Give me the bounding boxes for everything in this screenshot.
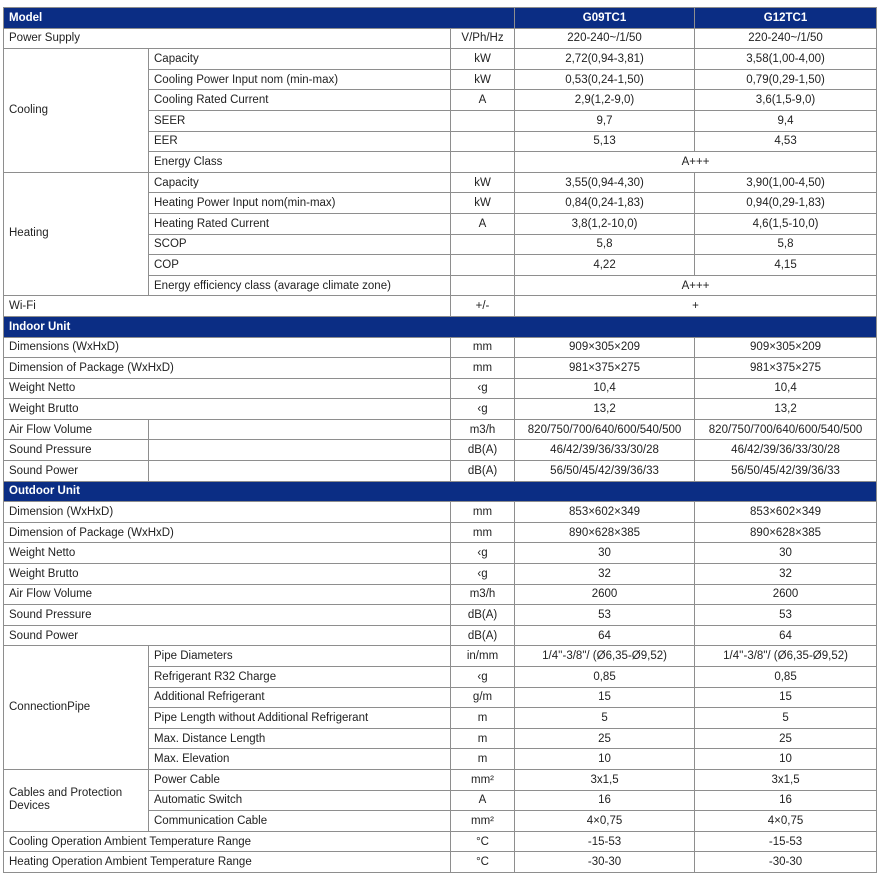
value-cell: 10	[515, 749, 695, 770]
value-cell: 9,7	[515, 110, 695, 131]
value-cell: 3,6(1,5-9,0)	[695, 90, 877, 111]
value-cell: 4,6(1,5-10,0)	[695, 213, 877, 234]
row-label: Dimensions (WxHxD)	[4, 337, 451, 358]
value-cell: 5,8	[515, 234, 695, 255]
row-label: Refrigerant R32 Charge	[149, 667, 451, 688]
model-header-row	[4, 8, 877, 29]
unit-cell: ‹g	[451, 543, 515, 564]
value-cell: 0,84(0,24-1,83)	[515, 193, 695, 214]
row-label: Max. Distance Length	[149, 728, 451, 749]
value-cell: 2,9(1,2-9,0)	[515, 90, 695, 111]
unit-cell: kW	[451, 49, 515, 70]
value-cell: 9,4	[695, 110, 877, 131]
value-cell: 1/4''-3/8"/ (Ø6,35-Ø9,52)	[515, 646, 695, 667]
empty-cell	[149, 440, 451, 461]
section-header: Outdoor Unit	[4, 481, 877, 502]
value-cell: 56/50/45/42/39/36/33	[695, 461, 877, 482]
row-outdoor-weight-brutto	[4, 564, 877, 585]
value-cell: 890×628×385	[515, 522, 695, 543]
row-label: Air Flow Volume	[4, 584, 451, 605]
unit-cell: dB(A)	[451, 605, 515, 626]
row-label: Pipe Length without Additional Refrigerant	[149, 708, 451, 729]
value-cell: 5,8	[695, 234, 877, 255]
row-label: Power Supply	[4, 28, 451, 49]
value-cell-merged: A+++	[515, 275, 877, 296]
row-power-cable	[4, 769, 877, 790]
model-header-label: Model	[4, 8, 515, 29]
row-indoor-sound-power	[4, 461, 877, 482]
value-cell: -15-53	[515, 831, 695, 852]
value-cell: 220-240~/1/50	[695, 28, 877, 49]
unit-cell: ‹g	[451, 667, 515, 688]
value-cell: 53	[515, 605, 695, 626]
row-outdoor-sound-power	[4, 625, 877, 646]
value-cell: 25	[695, 728, 877, 749]
value-cell: 32	[695, 564, 877, 585]
row-label: Pipe Diameters	[149, 646, 451, 667]
value-cell: 13,2	[515, 399, 695, 420]
value-cell: 0,85	[515, 667, 695, 688]
row-label: Energy Class	[149, 152, 451, 173]
row-label: Additional Refrigerant	[149, 687, 451, 708]
value-cell: 46/42/39/36/33/30/28	[515, 440, 695, 461]
group-label: ConnectionPipe	[4, 646, 149, 770]
unit-cell: ‹g	[451, 564, 515, 585]
row-label: Communication Cable	[149, 811, 451, 832]
value-cell: 0,85	[695, 667, 877, 688]
unit-cell: A	[451, 790, 515, 811]
unit-cell	[451, 110, 515, 131]
row-label: Cooling Power Input nom (min-max)	[149, 69, 451, 90]
row-label: Wi-Fi	[4, 296, 451, 317]
row-indoor-dimensions	[4, 337, 877, 358]
unit-cell: m3/h	[451, 419, 515, 440]
unit-cell	[451, 234, 515, 255]
unit-cell: dB(A)	[451, 440, 515, 461]
value-cell: 3,55(0,94-4,30)	[515, 172, 695, 193]
value-cell: 4×0,75	[515, 811, 695, 832]
value-cell: 220-240~/1/50	[515, 28, 695, 49]
empty-cell	[149, 461, 451, 482]
value-cell: 53	[695, 605, 877, 626]
value-cell: 30	[515, 543, 695, 564]
value-cell: 3,58(1,00-4,00)	[695, 49, 877, 70]
row-label: Cooling Operation Ambient Temperature Range	[4, 831, 451, 852]
value-cell: 909×305×209	[695, 337, 877, 358]
unit-cell: m3/h	[451, 584, 515, 605]
value-cell: 15	[515, 687, 695, 708]
row-label: Weight Brutto	[4, 399, 451, 420]
row-outdoor-sound-pressure	[4, 605, 877, 626]
value-cell: 10	[695, 749, 877, 770]
value-cell: 0,79(0,29-1,50)	[695, 69, 877, 90]
group-label: Heating	[4, 172, 149, 296]
value-cell: -30-30	[515, 852, 695, 873]
row-indoor-weight-netto	[4, 378, 877, 399]
row-label: Sound Pressure	[4, 440, 149, 461]
row-heating-capacity	[4, 172, 877, 193]
row-label: Heating Operation Ambient Temperature Range	[4, 852, 451, 873]
unit-cell: ‹g	[451, 399, 515, 420]
row-label: Heating Rated Current	[149, 213, 451, 234]
row-label: Weight Netto	[4, 543, 451, 564]
value-cell: 56/50/45/42/39/36/33	[515, 461, 695, 482]
unit-cell: °C	[451, 831, 515, 852]
row-cooling-capacity	[4, 49, 877, 70]
value-cell: 5,13	[515, 131, 695, 152]
row-cooling-ambient-range	[4, 831, 877, 852]
value-cell: 3,90(1,00-4,50)	[695, 172, 877, 193]
value-cell: 981×375×275	[515, 358, 695, 379]
value-cell: 46/42/39/36/33/30/28	[695, 440, 877, 461]
row-label: Dimension of Package (WxHxD)	[4, 522, 451, 543]
value-cell: 853×602×349	[695, 502, 877, 523]
value-cell: 5	[695, 708, 877, 729]
value-cell: 1/4''-3/8"/ (Ø6,35-Ø9,52)	[695, 646, 877, 667]
unit-cell: m	[451, 708, 515, 729]
unit-cell: dB(A)	[451, 625, 515, 646]
unit-cell: A	[451, 90, 515, 111]
row-label: Power Cable	[149, 769, 451, 790]
section-indoor-unit	[4, 316, 877, 337]
unit-cell	[451, 275, 515, 296]
row-label: Dimension (WxHxD)	[4, 502, 451, 523]
row-outdoor-air-flow	[4, 584, 877, 605]
value-cell: 890×628×385	[695, 522, 877, 543]
section-header: Indoor Unit	[4, 316, 877, 337]
value-cell: 4×0,75	[695, 811, 877, 832]
row-label: EER	[149, 131, 451, 152]
row-label: Sound Power	[4, 625, 451, 646]
value-cell: 13,2	[695, 399, 877, 420]
value-cell: 4,53	[695, 131, 877, 152]
unit-cell: in/mm	[451, 646, 515, 667]
unit-cell	[451, 255, 515, 276]
value-cell: 4,22	[515, 255, 695, 276]
unit-cell: mm	[451, 502, 515, 523]
value-cell: 10,4	[695, 378, 877, 399]
row-label: Energy efficiency class (avarage climate zone)	[149, 275, 451, 296]
unit-cell: mm²	[451, 769, 515, 790]
row-label: COP	[149, 255, 451, 276]
row-label: SEER	[149, 110, 451, 131]
section-outdoor-unit	[4, 481, 877, 502]
group-label: Cables and Protection Devices	[4, 769, 149, 831]
row-outdoor-weight-netto	[4, 543, 877, 564]
value-cell: 16	[515, 790, 695, 811]
row-heating-ambient-range	[4, 852, 877, 873]
unit-cell: mm²	[451, 811, 515, 832]
row-indoor-package-dimensions	[4, 358, 877, 379]
model-column-header: G09TC1	[515, 8, 695, 29]
unit-cell: m	[451, 728, 515, 749]
row-label: Capacity	[149, 172, 451, 193]
value-cell: 2600	[695, 584, 877, 605]
row-label: Sound Power	[4, 461, 149, 482]
value-cell: 15	[695, 687, 877, 708]
value-cell: 10,4	[515, 378, 695, 399]
unit-cell: V/Ph/Hz	[451, 28, 515, 49]
value-cell: 3x1,5	[515, 769, 695, 790]
unit-cell: kW	[451, 69, 515, 90]
group-label: Cooling	[4, 49, 149, 173]
row-label: Cooling Rated Current	[149, 90, 451, 111]
unit-cell: +/-	[451, 296, 515, 317]
value-cell: 5	[515, 708, 695, 729]
unit-cell: mm	[451, 337, 515, 358]
unit-cell: mm	[451, 358, 515, 379]
unit-cell: g/m	[451, 687, 515, 708]
value-cell: 2,72(0,94-3,81)	[515, 49, 695, 70]
value-cell-merged: +	[515, 296, 877, 317]
row-label: Automatic Switch	[149, 790, 451, 811]
value-cell: 3,8(1,2-10,0)	[515, 213, 695, 234]
row-outdoor-dimension	[4, 502, 877, 523]
unit-cell: m	[451, 749, 515, 770]
value-cell: 820/750/700/640/600/540/500	[515, 419, 695, 440]
row-label: Air Flow Volume	[4, 419, 149, 440]
row-pipe-diameters	[4, 646, 877, 667]
row-label: Max. Elevation	[149, 749, 451, 770]
unit-cell	[451, 131, 515, 152]
value-cell: 820/750/700/640/600/540/500	[695, 419, 877, 440]
value-cell: -15-53	[695, 831, 877, 852]
value-cell: 909×305×209	[515, 337, 695, 358]
unit-cell: A	[451, 213, 515, 234]
row-label: Sound Pressure	[4, 605, 451, 626]
row-label: SCOP	[149, 234, 451, 255]
row-label: Dimension of Package (WxHxD)	[4, 358, 451, 379]
unit-cell: kW	[451, 172, 515, 193]
value-cell: 2600	[515, 584, 695, 605]
value-cell: 64	[515, 625, 695, 646]
row-label: Capacity	[149, 49, 451, 70]
unit-cell: °C	[451, 852, 515, 873]
value-cell: 16	[695, 790, 877, 811]
value-cell: 64	[695, 625, 877, 646]
value-cell: 32	[515, 564, 695, 585]
value-cell: 3x1,5	[695, 769, 877, 790]
value-cell: 4,15	[695, 255, 877, 276]
unit-cell: dB(A)	[451, 461, 515, 482]
row-outdoor-package-dimension	[4, 522, 877, 543]
row-power-supply	[4, 28, 877, 49]
empty-cell	[149, 419, 451, 440]
spec-table	[3, 7, 877, 873]
row-indoor-air-flow	[4, 419, 877, 440]
value-cell: 0,53(0,24-1,50)	[515, 69, 695, 90]
value-cell: 0,94(0,29-1,83)	[695, 193, 877, 214]
value-cell-merged: A+++	[515, 152, 877, 173]
value-cell: 853×602×349	[515, 502, 695, 523]
row-label: Heating Power Input nom(min-max)	[149, 193, 451, 214]
unit-cell: kW	[451, 193, 515, 214]
row-label: Weight Netto	[4, 378, 451, 399]
row-indoor-weight-brutto	[4, 399, 877, 420]
row-indoor-sound-pressure	[4, 440, 877, 461]
unit-cell	[451, 152, 515, 173]
value-cell: -30-30	[695, 852, 877, 873]
row-label: Weight Brutto	[4, 564, 451, 585]
row-wifi	[4, 296, 877, 317]
unit-cell: ‹g	[451, 378, 515, 399]
model-column-header: G12TC1	[695, 8, 877, 29]
value-cell: 981×375×275	[695, 358, 877, 379]
value-cell: 30	[695, 543, 877, 564]
value-cell: 25	[515, 728, 695, 749]
unit-cell: mm	[451, 522, 515, 543]
